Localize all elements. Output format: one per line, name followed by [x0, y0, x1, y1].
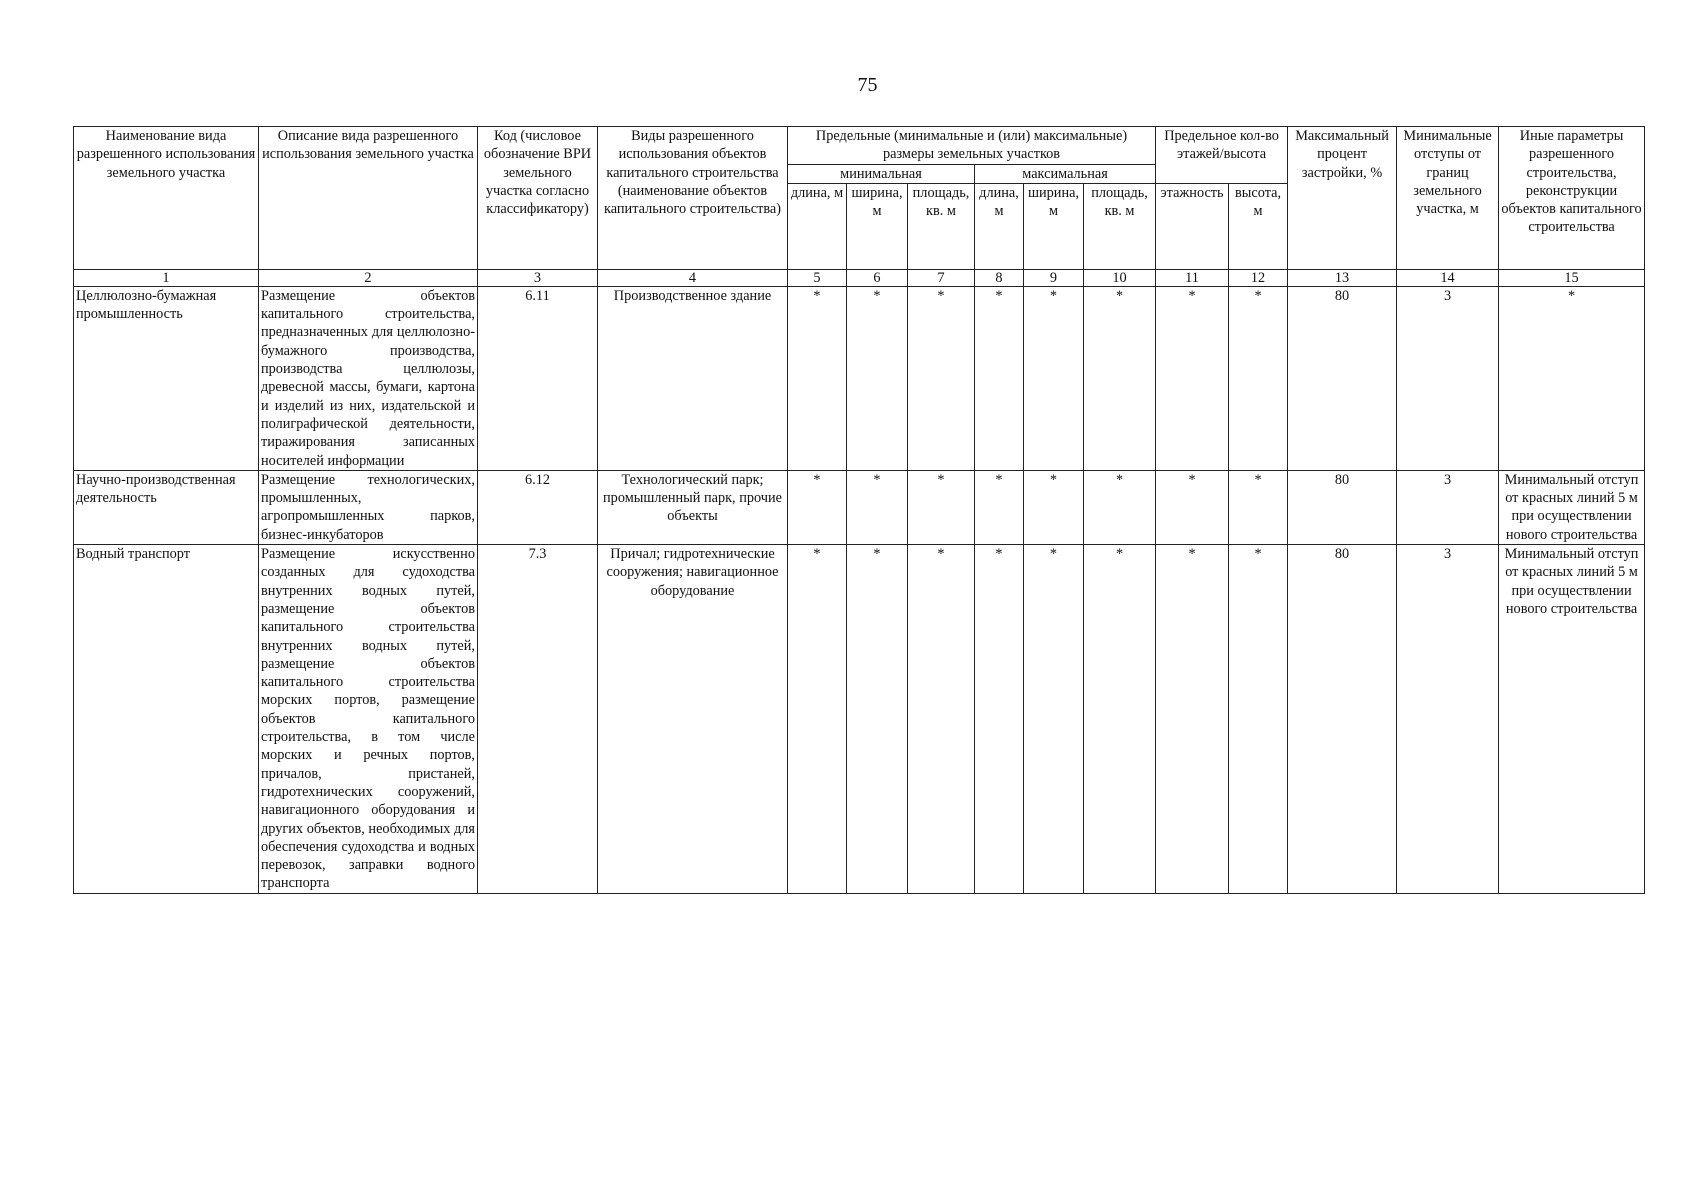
- column-number: 8: [975, 269, 1024, 286]
- header-min-length: длина, м: [788, 183, 847, 269]
- min-width: *: [847, 545, 908, 894]
- column-number: 15: [1499, 269, 1645, 286]
- setback: 3: [1397, 470, 1499, 544]
- use-objects: Причал; гидротехнические сооружения; навигационное оборудование: [598, 545, 788, 894]
- header-col15: Иные параметры разрешенного строительства, реконструкции объектов капитального строительства: [1499, 127, 1645, 270]
- column-number: 12: [1229, 269, 1288, 286]
- max-length: *: [975, 545, 1024, 894]
- column-number-row: [74, 269, 1645, 286]
- min-length: *: [788, 470, 847, 544]
- table-row: [74, 470, 1645, 544]
- header-row-1: [74, 127, 1645, 165]
- header-min-group: минимальная: [788, 164, 975, 183]
- header-max-width: ширина, м: [1024, 183, 1084, 269]
- setback: 3: [1397, 286, 1499, 470]
- floors: *: [1156, 470, 1229, 544]
- use-description: Размещение искусственно созданных для судоходства внутренних водных путей, размещение объектов капитального строительства внутренних водных путей, размещение объектов капитального строительства морских портов, размещение объектов капитального строительства, в том числе морских и речных портов, причалов, пристаней, гидротехнических сооружений, навигационного оборудования и других объектов, необходимых для обеспечения судоходства и водных перевозок, заправки водного транспорта: [259, 545, 478, 894]
- height: *: [1229, 545, 1288, 894]
- other-params: Минимальный отступ от красных линий 5 м при осуществлении нового строительства: [1499, 545, 1645, 894]
- min-area: *: [908, 545, 975, 894]
- use-name: Целлюлозно-бумажная промышленность: [74, 286, 259, 470]
- use-description: Размещение объектов капитального строительства, предназначенных для целлюлозно-бумажного производства, производства целлюлозы, древесной массы, бумаги, картона и изделий из них, издательской и полиграфической деятельности, тиражирования записанных носителей информации: [259, 286, 478, 470]
- header-max-area: площадь, кв. м: [1084, 183, 1156, 269]
- header-height: высота, м: [1229, 183, 1288, 269]
- use-description: Размещение технологических, промышленных, агропромышленных парков, бизнес-инкубаторов: [259, 470, 478, 544]
- coverage-percent: 80: [1288, 470, 1397, 544]
- header-max-length: длина, м: [975, 183, 1024, 269]
- min-area: *: [908, 470, 975, 544]
- max-length: *: [975, 470, 1024, 544]
- header-col4: Виды разрешенного использования объектов капитального строительства (наименование объектов капитального строительства): [598, 127, 788, 270]
- header-min-width: ширина, м: [847, 183, 908, 269]
- min-area: *: [908, 286, 975, 470]
- column-number: 14: [1397, 269, 1499, 286]
- header-col2: Описание вида разрешенного использования земельного участка: [259, 127, 478, 270]
- max-width: *: [1024, 286, 1084, 470]
- column-number: 4: [598, 269, 788, 286]
- use-objects: Производственное здание: [598, 286, 788, 470]
- setback: 3: [1397, 545, 1499, 894]
- column-number: 6: [847, 269, 908, 286]
- other-params: Минимальный отступ от красных линий 5 м при осуществлении нового строительства: [1499, 470, 1645, 544]
- header-col1: Наименование вида разрешенного использования земельного участка: [74, 127, 259, 270]
- header-sizes-group: Предельные (минимальные и (или) максимальные) размеры земельных участков: [788, 127, 1156, 165]
- column-number: 5: [788, 269, 847, 286]
- column-number: 11: [1156, 269, 1229, 286]
- floors: *: [1156, 286, 1229, 470]
- min-length: *: [788, 286, 847, 470]
- table-row: [74, 545, 1645, 894]
- max-area: *: [1084, 545, 1156, 894]
- coverage-percent: 80: [1288, 286, 1397, 470]
- land-use-table: [73, 126, 1645, 894]
- column-number: 13: [1288, 269, 1397, 286]
- use-name: Водный транспорт: [74, 545, 259, 894]
- use-code: 6.11: [478, 286, 598, 470]
- max-width: *: [1024, 545, 1084, 894]
- max-area: *: [1084, 470, 1156, 544]
- column-number: 10: [1084, 269, 1156, 286]
- table-row: [74, 286, 1645, 470]
- min-width: *: [847, 286, 908, 470]
- header-col13: Максимальный процент застройки, %: [1288, 127, 1397, 270]
- use-objects: Технологический парк; промышленный парк, прочие объекты: [598, 470, 788, 544]
- min-length: *: [788, 545, 847, 894]
- column-number: 1: [74, 269, 259, 286]
- header-min-area: площадь, кв. м: [908, 183, 975, 269]
- height: *: [1229, 286, 1288, 470]
- use-name: Научно-производственная деятельность: [74, 470, 259, 544]
- max-length: *: [975, 286, 1024, 470]
- header-col14: Минимальные отступы от границ земельного участка, м: [1397, 127, 1499, 270]
- header-floors: этажность: [1156, 183, 1229, 269]
- height: *: [1229, 470, 1288, 544]
- other-params: *: [1499, 286, 1645, 470]
- floors: *: [1156, 545, 1229, 894]
- header-max-group: максимальная: [975, 164, 1156, 183]
- max-width: *: [1024, 470, 1084, 544]
- coverage-percent: 80: [1288, 545, 1397, 894]
- header-col3: Код (числовое обозначение ВРИ земельного участка согласно классификатору): [478, 127, 598, 270]
- min-width: *: [847, 470, 908, 544]
- use-code: 6.12: [478, 470, 598, 544]
- column-number: 9: [1024, 269, 1084, 286]
- column-number: 7: [908, 269, 975, 286]
- max-area: *: [1084, 286, 1156, 470]
- column-number: 2: [259, 269, 478, 286]
- page-number: 75: [857, 74, 878, 96]
- use-code: 7.3: [478, 545, 598, 894]
- column-number: 3: [478, 269, 598, 286]
- header-floors-group: Предельное кол-во этажей/высота: [1156, 127, 1288, 184]
